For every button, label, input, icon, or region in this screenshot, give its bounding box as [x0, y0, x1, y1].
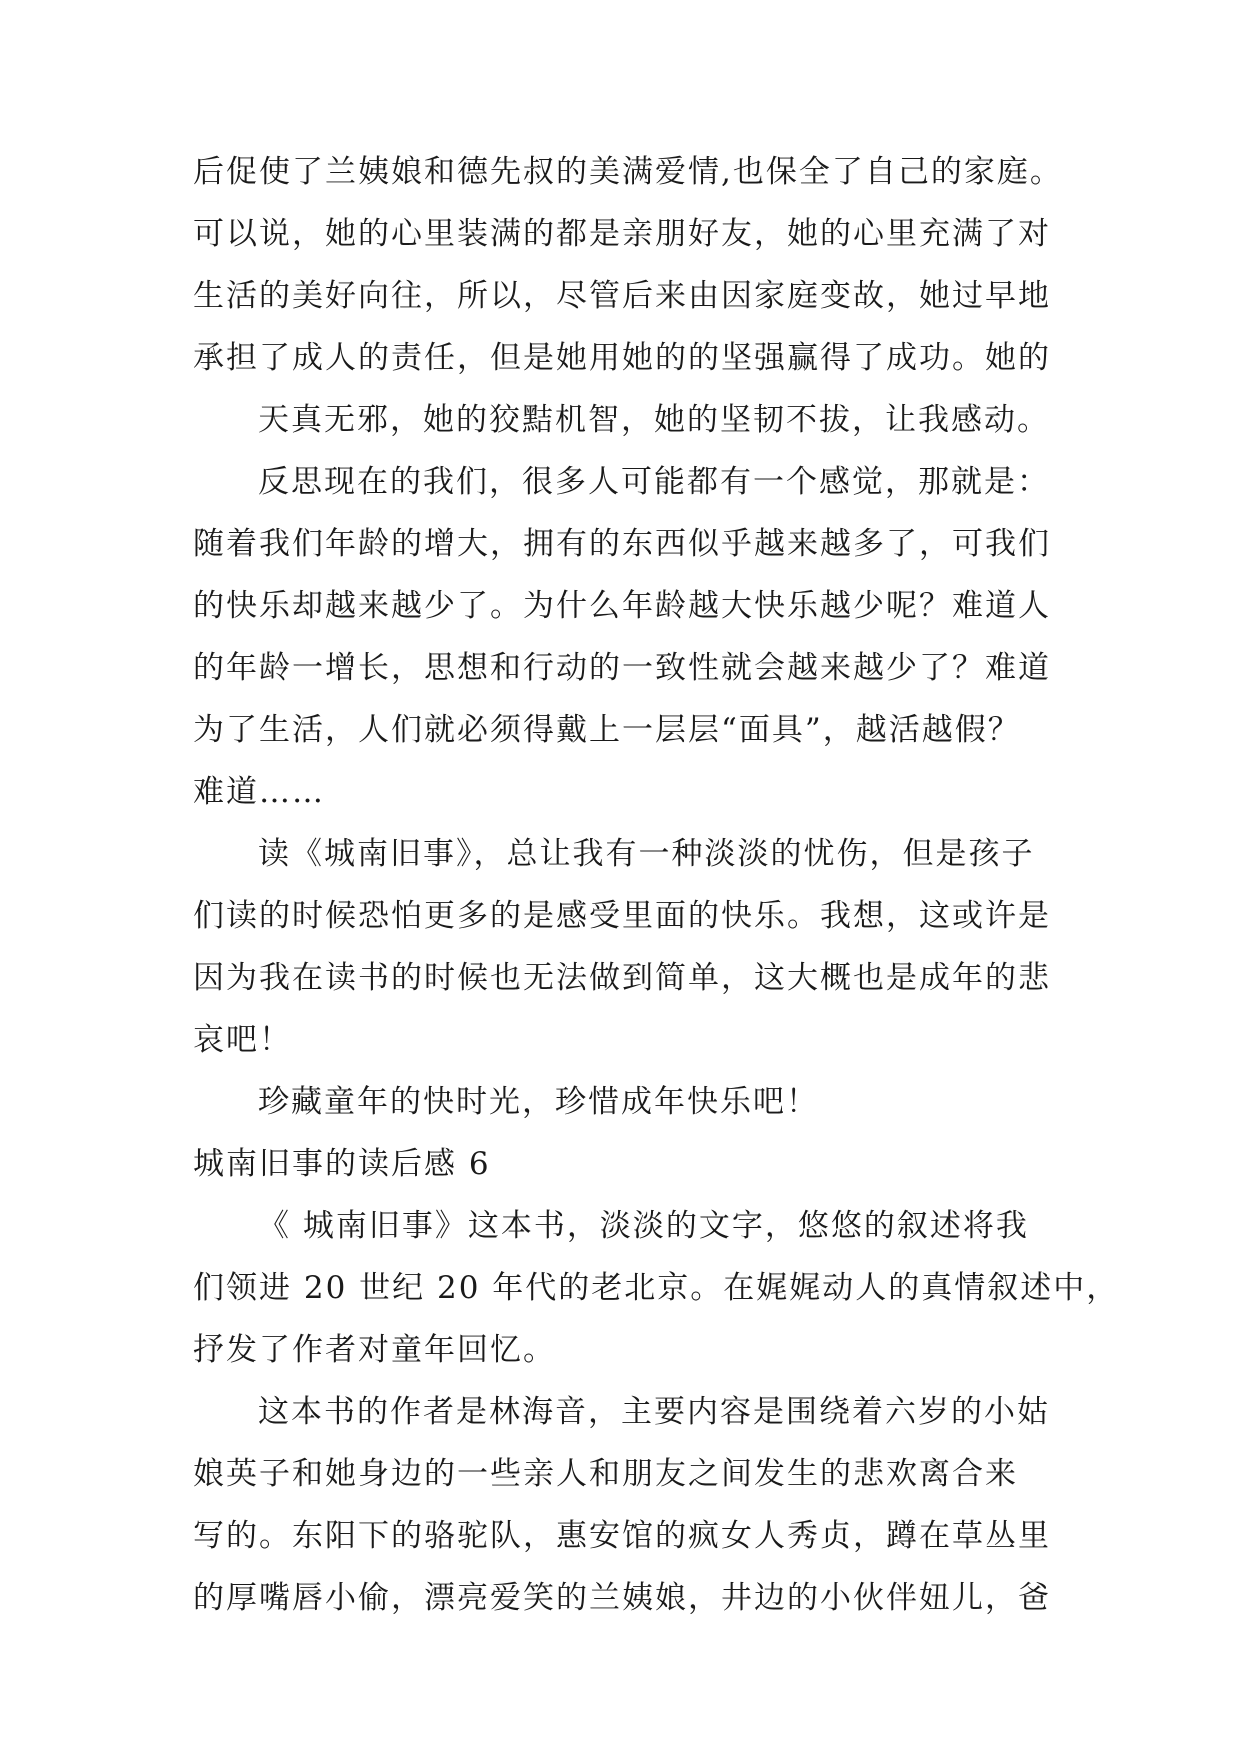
section-heading: 城南旧事的读后感 6 — [193, 1146, 491, 1182]
text-line: 的快乐却越来越少了。为什么年龄越大快乐越少呢？难道人 — [193, 588, 1051, 624]
text-line: 天真无邪，她的狡黠机智，她的坚韧不拔，让我感动。 — [258, 402, 1050, 438]
text-line: 因为我在读书的时候也无法做到简单，这大概也是成年的悲 — [193, 960, 1051, 996]
text-line: 的厚嘴唇小偷，漂亮爱笑的兰姨娘，井边的小伙伴妞儿，爸 — [193, 1580, 1051, 1616]
text-line: 《 城南旧事》这本书，淡淡的文字，悠悠的叙述将我 — [258, 1208, 1029, 1244]
text-line: 哀吧！ — [193, 1022, 292, 1058]
text-line: 抒发了作者对童年回忆。 — [193, 1332, 556, 1368]
text-line: 生活的美好向往，所以，尽管后来由因家庭变故，她过早地 — [193, 278, 1051, 314]
text-line: 珍藏童年的快时光，珍惜成年快乐吧！ — [258, 1084, 819, 1120]
text-line: 娘英子和她身边的一些亲人和朋友之间发生的悲欢离合来 — [193, 1456, 1018, 1492]
text-line: 为了生活，人们就必须得戴上一层层“面具”，越活越假？ — [193, 712, 1021, 748]
text-line: 随着我们年龄的增大，拥有的东西似乎越来越多了，可我们 — [193, 526, 1051, 562]
text-line: 难道…… — [193, 774, 325, 810]
text-line: 后促使了兰姨娘和德先叔的美满爱情,也保全了自己的家庭。 — [193, 154, 1063, 190]
text-line: 们领进 20 世纪 20 年代的老北京。在娓娓动人的真情叙述中， — [193, 1270, 1120, 1306]
text-line: 的年龄一增长，思想和行动的一致性就会越来越少了？难道 — [193, 650, 1051, 686]
text-line: 承担了成人的责任，但是她用她的的坚强赢得了成功。她的 — [193, 340, 1051, 376]
text-line: 这本书的作者是林海音，主要内容是围绕着六岁的小姑 — [258, 1394, 1050, 1430]
text-line: 写的。东阳下的骆驼队，惠安馆的疯女人秀贞，蹲在草丛里 — [193, 1518, 1051, 1554]
text-line: 读《城南旧事》，总让我有一种淡淡的忧伤，但是孩子 — [258, 836, 1035, 872]
text-line: 反思现在的我们，很多人可能都有一个感觉，那就是： — [258, 464, 1050, 500]
text-line: 可以说，她的心里装满的都是亲朋好友，她的心里充满了对 — [193, 216, 1051, 252]
text-line: 们读的时候恐怕更多的是感受里面的快乐。我想，这或许是 — [193, 898, 1051, 934]
